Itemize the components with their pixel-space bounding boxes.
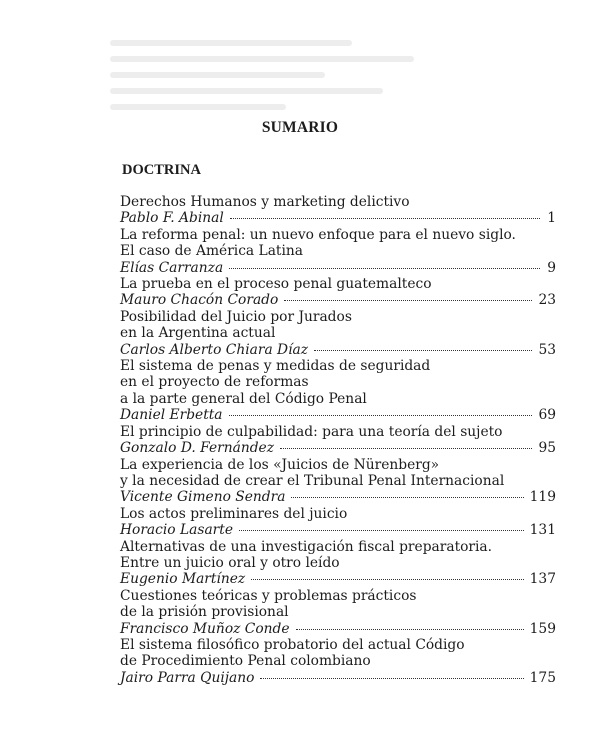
entry-author: Eugenio Martínez [120, 571, 246, 588]
dot-leader [229, 268, 540, 269]
entry-author: Elías Carranza [120, 259, 224, 276]
entry-page-number: 69 [538, 407, 556, 424]
toc-entry [120, 194, 556, 227]
entry-page-number: 119 [529, 489, 556, 506]
entry-title-line: El sistema filosófico probatorio del actual Código [120, 636, 465, 653]
toc-entry [120, 457, 556, 506]
entry-author-line [120, 522, 556, 538]
entry-page-number: 159 [529, 620, 556, 637]
entry-title-line: Derechos Humanos y marketing delictivo [120, 194, 410, 210]
entry-page-number: 9 [547, 259, 556, 276]
toc-entry [120, 276, 556, 309]
entry-title-line: Cuestiones teóricas y problemas prácticos [120, 587, 417, 604]
entry-title-line: en la Argentina actual [120, 325, 276, 342]
entry-title-line: y la necesidad de crear el Tribunal Penal Internacional [120, 472, 505, 489]
section-heading: DOCTRINA [122, 162, 201, 178]
toc-entry [120, 424, 556, 457]
entry-author: Francisco Muñoz Conde [120, 620, 290, 637]
dot-leader [229, 415, 533, 416]
entry-author: Jairo Parra Quijano [120, 669, 255, 686]
entry-author-line [120, 342, 556, 358]
toc-entry [120, 588, 556, 637]
toc-entry [120, 506, 556, 539]
entry-title-line: El caso de América Latina [120, 243, 303, 260]
entry-title-line: de la prisión provisional [120, 604, 289, 621]
dot-leader [280, 448, 532, 449]
entry-title-line: La experiencia de los «Juicios de Nürenberg» [120, 456, 440, 473]
entry-author-line [120, 407, 556, 423]
entry-author-line [120, 670, 556, 686]
entry-title-line: de Procedimiento Penal colombiano [120, 653, 371, 670]
entry-title-line: La reforma penal: un nuevo enfoque para el nuevo siglo. [120, 226, 516, 243]
dot-leader [251, 579, 523, 580]
entry-author-line [120, 292, 556, 308]
entry-title-line: Entre un juicio oral y otro leído [120, 554, 340, 571]
entry-author: Horacio Lasarte [120, 522, 233, 539]
entry-author-line [120, 440, 556, 456]
entry-page-number: 23 [538, 292, 556, 309]
entry-title-line: Posibilidad del Juicio por Jurados [120, 308, 352, 325]
entry-author: Mauro Chacón Corado [120, 292, 279, 309]
entry-title-line: en el proyecto de reformas [120, 374, 309, 391]
entry-page-number: 131 [529, 522, 556, 539]
toc-entry [120, 227, 556, 276]
toc-entry [120, 637, 556, 686]
entry-page-number: 95 [538, 440, 556, 457]
entry-page-number: 175 [529, 669, 556, 686]
entry-title-line: Los actos preliminares del juicio [120, 505, 348, 522]
entry-author-line [120, 210, 556, 226]
entry-author-line [120, 489, 556, 505]
entry-author-line [120, 260, 556, 276]
toc-entry [120, 309, 556, 358]
table-of-contents [120, 194, 556, 686]
entry-title-line: La prueba en el proceso penal guatemalteco [120, 276, 432, 293]
entry-title-line: Alternativas de una investigación fiscal preparatoria. [120, 538, 493, 555]
dot-leader [314, 350, 532, 351]
dot-leader [239, 530, 524, 531]
entry-author-line [120, 621, 556, 637]
dot-leader [230, 218, 540, 219]
entry-page-number: 53 [538, 341, 556, 358]
entry-author: Gonzalo D. Fernández [120, 440, 274, 457]
entry-author-line [120, 571, 556, 587]
dot-leader [296, 629, 524, 630]
toc-entry [120, 358, 556, 424]
entry-page-number: 1 [547, 210, 556, 227]
toc-entry [120, 539, 556, 588]
entry-title-line: El sistema de penas y medidas de seguridad [120, 358, 431, 375]
page-title: SUMARIO [261, 119, 339, 136]
entry-author: Pablo F. Abinal [120, 210, 224, 227]
entry-page-number: 137 [529, 571, 556, 588]
dot-leader [260, 678, 523, 679]
entry-title-line: El principio de culpabilidad: para una teoría del sujeto [120, 423, 503, 440]
entry-author: Vicente Gimeno Sendra [120, 489, 286, 506]
entry-author: Carlos Alberto Chiara Díaz [120, 341, 309, 358]
dot-leader [291, 497, 523, 498]
entry-title-line: a la parte general del Código Penal [120, 390, 367, 407]
entry-author: Daniel Erbetta [120, 407, 223, 424]
dot-leader [284, 300, 532, 301]
